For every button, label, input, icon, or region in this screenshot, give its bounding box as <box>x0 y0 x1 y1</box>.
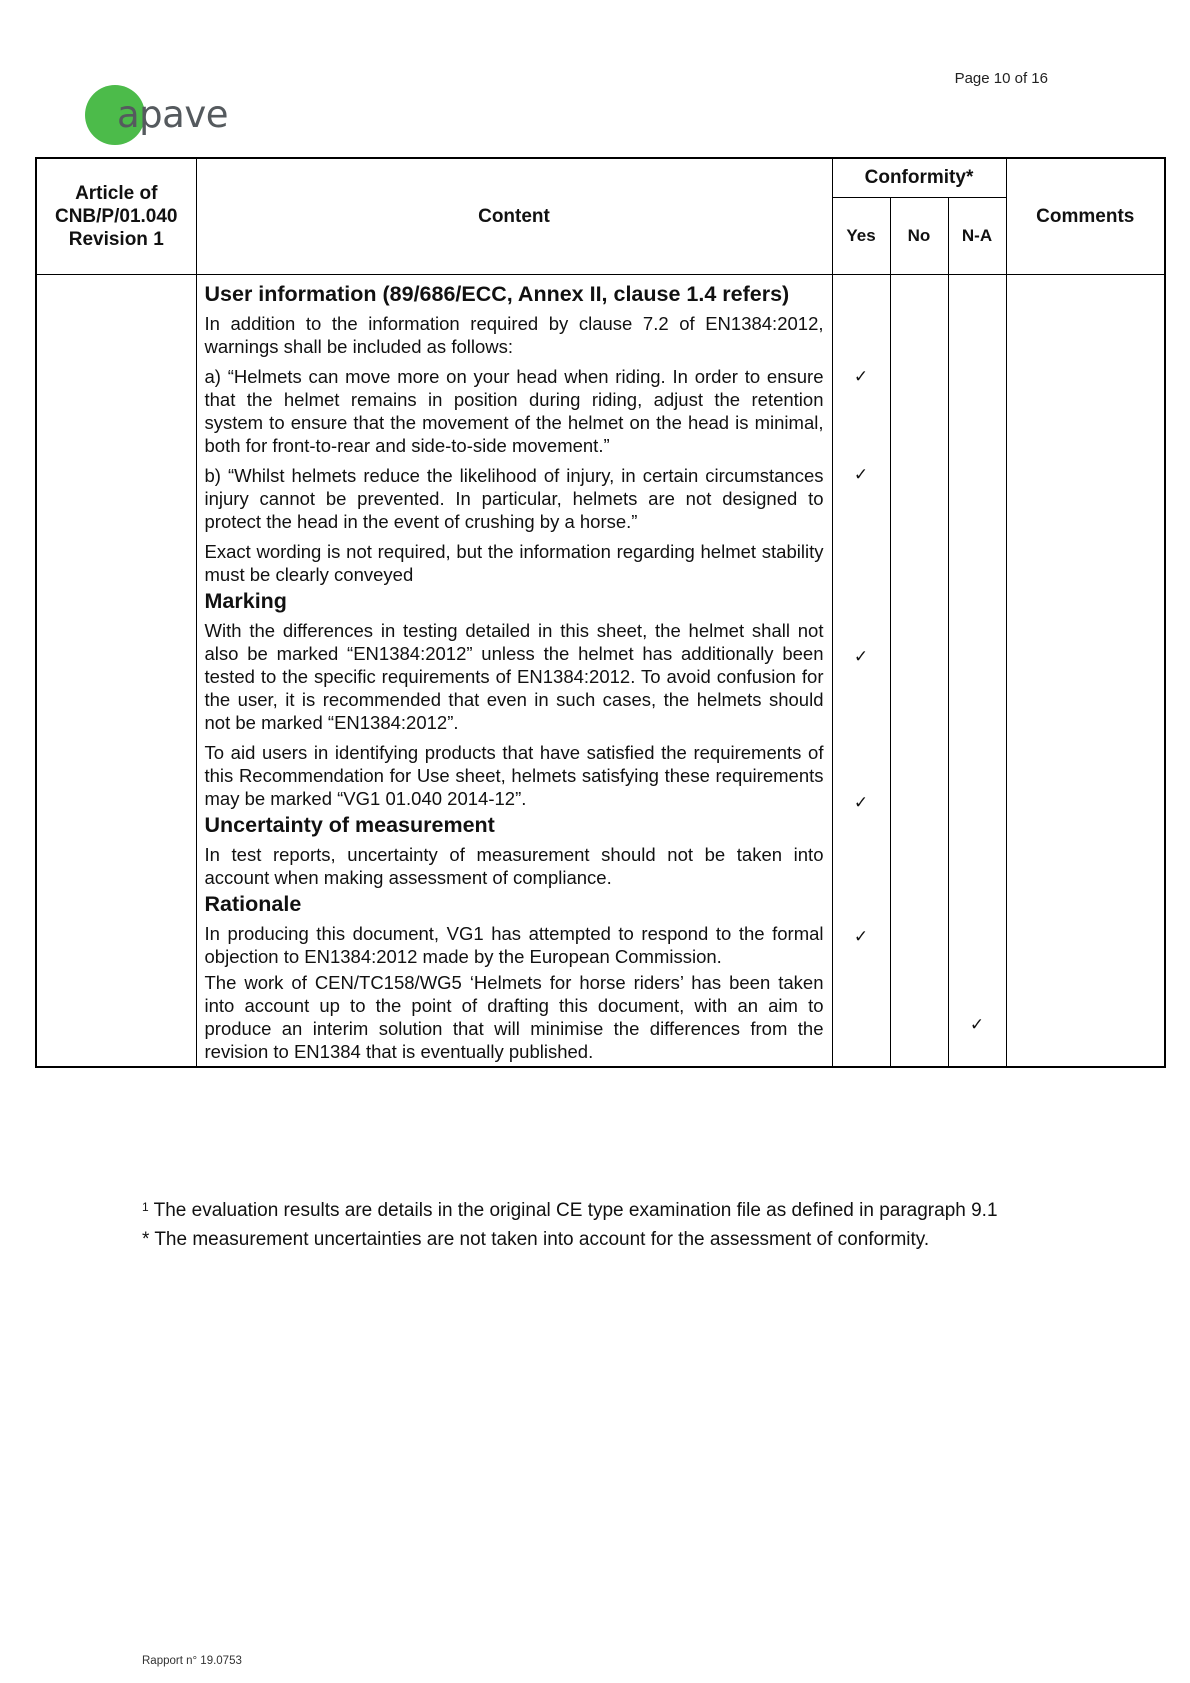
yes-column <box>832 275 890 1068</box>
footnote-2: * The measurement uncertainties are not taken into account for the assessment of conformity. <box>142 1229 930 1250</box>
paragraph-rationale-2: The work of CEN/TC158/WG5 ‘Helmets for horse riders’ has been taken into account up to the point of drafting this document, with an aim to produce an interim solution that will minimise the differences from the revision to EN1384 that is eventually published. <box>204 972 824 1062</box>
check-mark-marking-2: ✓ <box>853 793 869 813</box>
conformity-table <box>35 157 1166 1068</box>
conformity-header: Conformity* <box>832 158 1006 198</box>
article-header-line3: Revision 1 <box>68 229 164 250</box>
footnote-1 <box>142 1199 998 1223</box>
section-title-uncertainty: Uncertainty of measurement <box>204 813 495 837</box>
article-cell <box>36 275 196 1068</box>
no-column <box>890 275 948 1068</box>
header-row-1 <box>36 158 1165 198</box>
paragraph-warning-b: b) “Whilst helmets reduce the likelihood of injury, in certain circumstances injury cannot be prevented. In particular, helmets are not designed to protect the head in the event of crushing by a horse.” <box>204 465 824 532</box>
paragraph-marking-2: To aid users in identifying products that have satisfied the requirements of this Recommendation for Use sheet, helmets satisfying these requirements may be marked “VG1 01.040 2014-12”. <box>204 742 824 809</box>
body-row <box>36 275 1165 1068</box>
article-header <box>36 158 196 275</box>
paragraph-marking-1: With the differences in testing detailed in this sheet, the helmet shall not also be marked “EN1384:2012” unless the helmet has additionally been tested to the specific requirements of EN1384:2012. To avoid confusion for the user, it is recommended that even in such cases, the helmets should not be marked “EN1384:2012”. <box>204 620 824 733</box>
paragraph-uncertainty: In test reports, uncertainty of measurement should not be taken into account when making assessment of compliance. <box>204 844 824 888</box>
content-cell <box>196 275 832 1068</box>
paragraph-user-info-intro: In addition to the information required by clause 7.2 of EN1384:2012, warnings shall be included as follows: <box>204 313 824 357</box>
check-mark-rationale-na: ✓ <box>969 1015 985 1035</box>
comments-cell <box>1006 275 1165 1068</box>
no-header: No <box>890 198 948 275</box>
paragraph-exact-wording: Exact wording is not required, but the information regarding helmet stability must be clearly conveyed <box>204 541 824 585</box>
section-title-rationale: Rationale <box>204 892 302 916</box>
logo-wordmark: apave <box>117 93 228 136</box>
footnote-1-marker: 1 <box>142 1200 149 1214</box>
paragraph-warning-a: a) “Helmets can move more on your head when riding. In order to ensure that the helmet remains in position during riding, adjust the retention system to ensure that the movement of the helmet on the head is minimal, both for front-to-rear and side-to-side movement.” <box>204 366 824 456</box>
apave-logo <box>84 82 264 148</box>
report-number: Rapport n° 19.0753 <box>142 1655 242 1667</box>
article-header-line2: CNB/P/01.040 <box>54 206 178 227</box>
na-column <box>948 275 1006 1068</box>
section-title-marking: Marking <box>204 589 287 613</box>
paragraph-rationale-1: In producing this document, VG1 has attempted to respond to the formal objection to EN1384:2012 made by the European Commission. <box>204 923 824 967</box>
check-mark-warning-a: ✓ <box>853 367 869 387</box>
check-mark-marking-1: ✓ <box>853 647 869 667</box>
yes-header: Yes <box>832 198 890 275</box>
check-mark-uncertainty: ✓ <box>853 927 869 947</box>
article-header-line1: Article of <box>75 183 158 204</box>
page-number: Page 10 of 16 <box>954 70 1048 87</box>
footnote-1-text: The evaluation results are details in the original CE type examination file as defined in paragraph 9.1 <box>153 1200 998 1221</box>
content-header: Content <box>196 158 832 275</box>
check-mark-warning-b: ✓ <box>853 465 869 485</box>
na-header: N-A <box>948 198 1006 275</box>
section-title-user-information: User information (89/686/ECC, Annex II, clause 1.4 refers) <box>204 282 790 306</box>
comments-header: Comments <box>1006 158 1165 275</box>
